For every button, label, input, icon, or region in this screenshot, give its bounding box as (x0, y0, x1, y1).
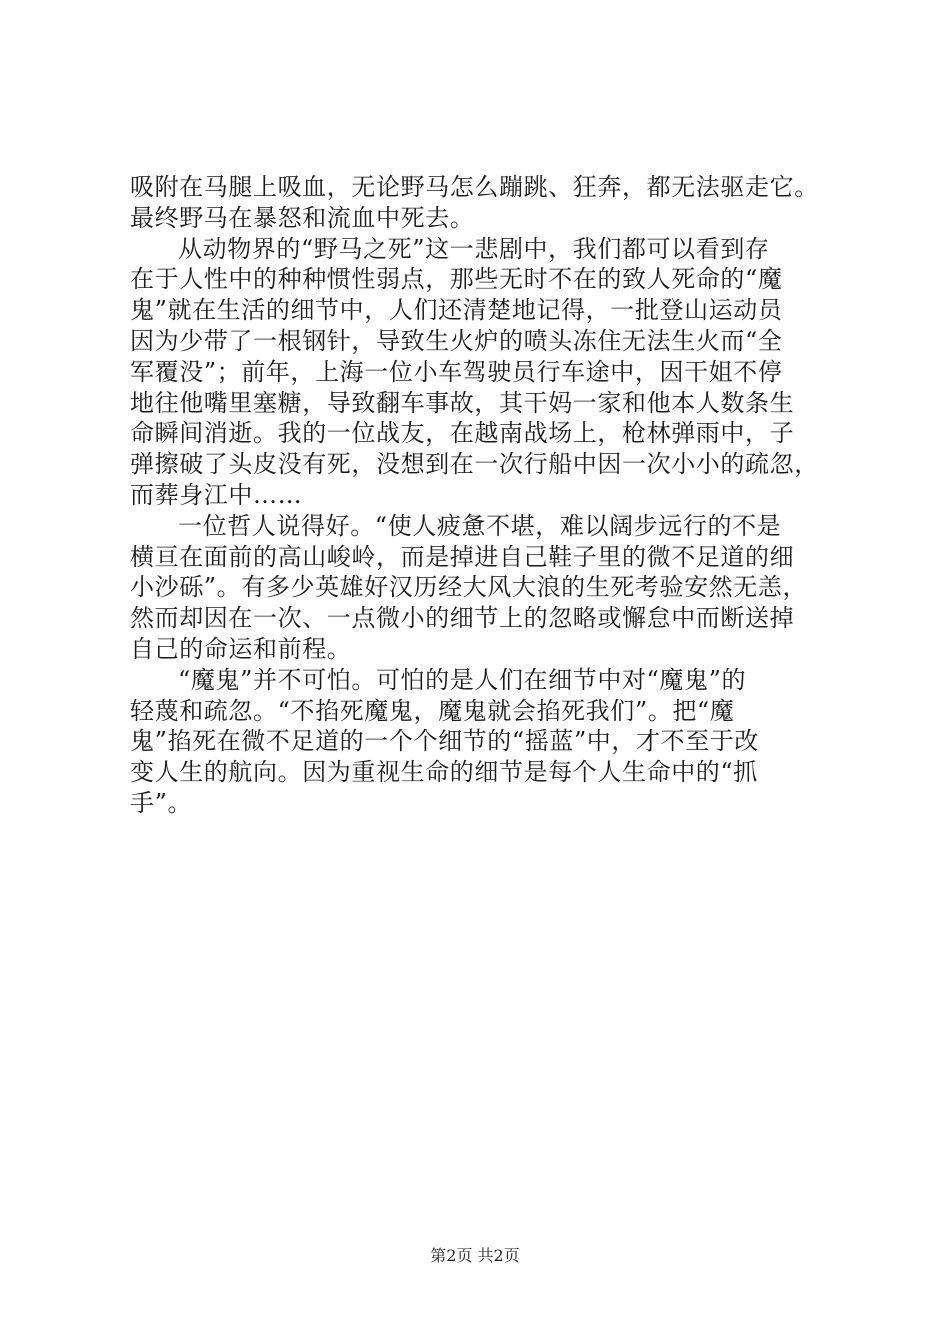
text-line: 手”。 (130, 788, 193, 817)
paragraph-start-line: 一位哲人说得好。“使人疲惫不堪，难以阔步远行的不是 (178, 511, 782, 540)
text-line: 地往他嘴里塞糖，导致翻车事故，其干妈一家和他本人数条生 (130, 388, 795, 417)
text-line: 小沙砾”。有多少英雄好汉历经大风大浪的生死考验安然无恙， (130, 573, 808, 602)
text-line: 变人生的航向。因为重视生命的细节是每个人生命中的“抓 (130, 758, 758, 787)
text-line: 鬼”掐死在微不足道的一个个细节的“摇蓝”中，才不至于改 (130, 727, 760, 756)
paragraph-start-line: 从动物界的“野马之死”这一悲剧中，我们都可以看到存 (178, 234, 770, 263)
text-line: 轻蔑和疏忽。“不掐死魔鬼，魔鬼就会掐死我们”。把“魔 (130, 696, 735, 725)
document-body (130, 172, 830, 819)
text-line: 因为少带了一根钢针，导致生火炉的喷头冻住无法生火而“全 (130, 326, 783, 355)
text-line: 弹擦破了头皮没有死，没想到在一次行船中因一次小小的疏忽， (130, 450, 819, 479)
paragraph-start-line: “魔鬼”并不可怕。可怕的是人们在细节中对“魔鬼”的 (178, 665, 747, 694)
text-line: 最终野马在暴怒和流血中死去。 (130, 203, 475, 232)
text-line: 自己的命运和前程。 (130, 634, 352, 663)
text-line: 然而却因在一次、一点微小的细节上的忽略或懈怠中而断送掉 (130, 604, 795, 633)
text-line: 鬼”就在生活的细节中，人们还清楚地记得，一批登山运动员 (130, 296, 783, 325)
text-line: 命瞬间消逝。我的一位战友，在越南战场上，枪林弹雨中，子 (130, 419, 795, 448)
text-line: 而葬身江中…… (130, 480, 303, 509)
page-number-footer: 第2页 共2页 (430, 1246, 520, 1265)
text-line: 吸附在马腿上吸血，无论野马怎么蹦跳、狂奔，都无法驱走它。 (130, 173, 819, 201)
text-line: 在于人性中的种种惯性弱点，那些无时不在的致人死命的“魔 (130, 265, 783, 294)
text-line: 军覆没”；前年，上海一位小车驾驶员行车途中，因干姐不停 (130, 357, 783, 386)
text-line: 横亘在面前的高山峻岭，而是掉进自己鞋子里的微不足道的细 (130, 542, 795, 571)
